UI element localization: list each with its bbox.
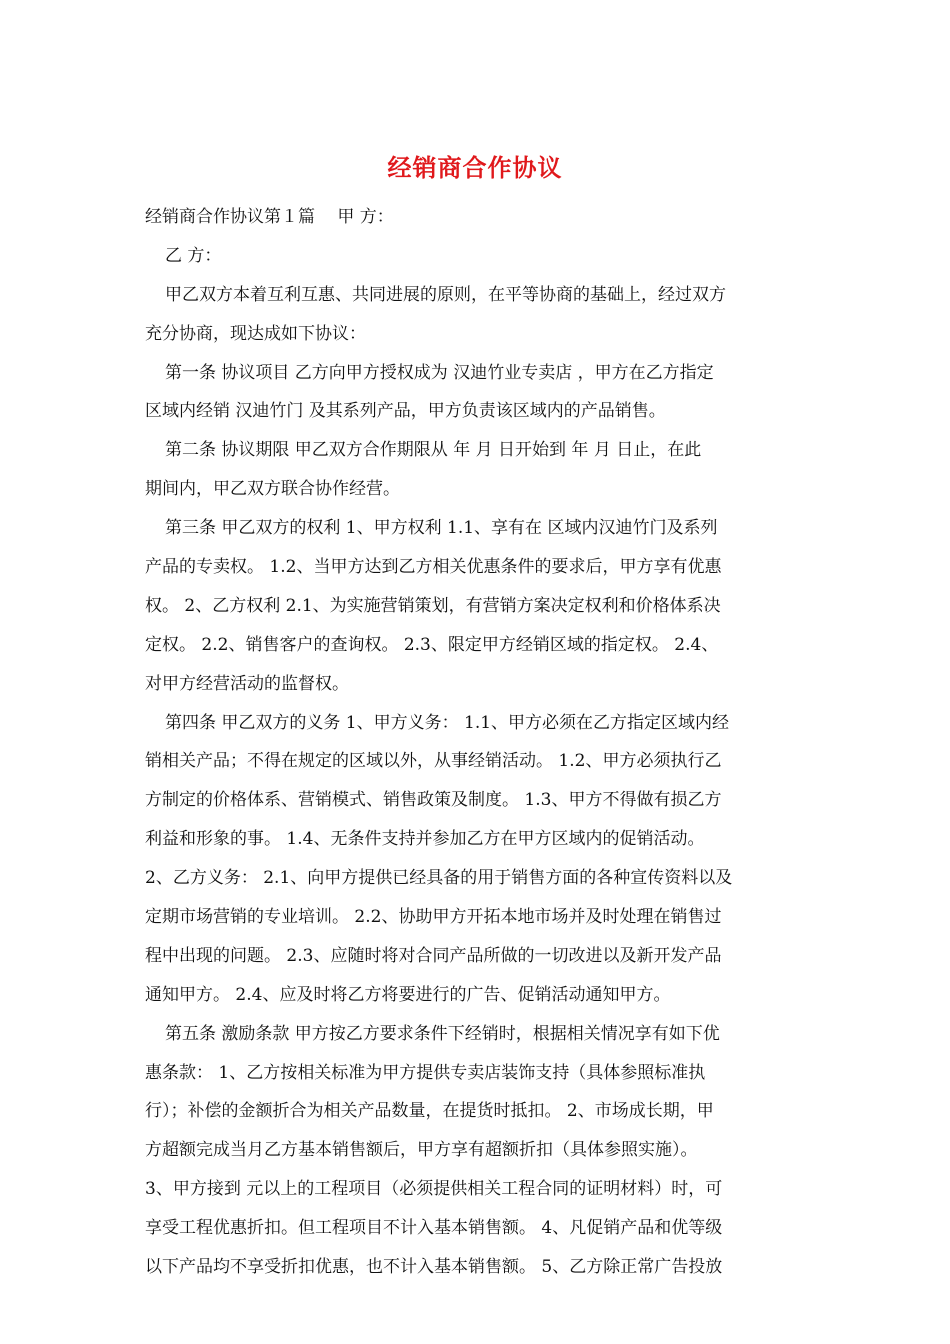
document-title: 经销商合作协议 bbox=[387, 153, 563, 182]
body-line: 销相关产品；不得在规定的区域以外，从事经销活动。 1.2、甲方必须执行乙 bbox=[145, 751, 722, 772]
body-line: 方超额完成当月乙方基本销售额后，甲方享有超额折扣（具体参照实施）。 bbox=[145, 1140, 698, 1161]
body-line: 通知甲方。 2.4、应及时将乙方将要进行的广告、促销活动通知甲方。 bbox=[145, 984, 671, 1005]
body-line: 区域内经销 汉迪竹门 及其系列产品，甲方负责该区域内的产品销售。 bbox=[145, 401, 666, 422]
body-line: 权。 2、乙方权利 2.1、为实施营销策划，有营销方案决定权利和价格体系决 bbox=[145, 595, 721, 616]
body-line: 充分协商，现达成如下协议： bbox=[145, 323, 366, 344]
body-line: 第一条 协议项目 乙方向甲方授权成为 汉迪竹业专卖店 ，甲方在乙方指定 bbox=[165, 362, 714, 383]
body-line: 方制定的价格体系、营销模式、销售政策及制度。 1.3、甲方不得做有损乙方 bbox=[145, 790, 722, 811]
body-line: 利益和形象的事。 1.4、无条件支持并参加乙方在甲方区域内的促销活动。 bbox=[145, 829, 705, 850]
body-line: 第三条 甲乙双方的权利 1、甲方权利 1.1、享有在 区域内汉迪竹门及系列 bbox=[165, 518, 718, 539]
body-line: 享受工程优惠折扣。但工程项目不计入基本销售额。 4、凡促销产品和优等级 bbox=[145, 1218, 723, 1239]
body-line: 甲乙双方本着互利互惠、共同进展的原则，在平等协商的基础上，经过双方 bbox=[165, 284, 726, 305]
document-body bbox=[145, 198, 810, 1287]
body-line: 2、乙方义务： 2.1、向甲方提供已经具备的用于销售方面的各种宣传资料以及 bbox=[145, 868, 733, 889]
body-line: 产品的专卖权。 1.2、当甲方达到乙方相关优惠条件的要求后，甲方享有优惠 bbox=[145, 557, 722, 578]
body-line: 乙 方： bbox=[165, 245, 222, 266]
body-line: 定期市场营销的专业培训。 2.2、协助甲方开拓本地市场并及时处理在销售过 bbox=[145, 907, 722, 928]
body-line: 对甲方经营活动的监督权。 bbox=[145, 673, 349, 694]
body-line: 第二条 协议期限 甲乙双方合作期限从 年 月 日开始到 年 月 日止，在此 bbox=[165, 440, 702, 461]
body-line: 第四条 甲乙双方的义务 1、甲方义务： 1.1、甲方必须在乙方指定区域内经 bbox=[165, 712, 730, 733]
body-line: 定权。 2.2、销售客户的查询权。 2.3、限定甲方经销区域的指定权。 2.4、 bbox=[145, 634, 719, 655]
body-line: 3、甲方接到 元以上的工程项目（必须提供相关工程合同的证明材料）时，可 bbox=[145, 1179, 723, 1200]
body-line: 以下产品均不享受折扣优惠，也不计入基本销售额。 5、乙方除正常广告投放 bbox=[145, 1257, 723, 1278]
body-line: 期间内，甲乙双方联合协作经营。 bbox=[145, 479, 400, 500]
body-line: 第五条 激励条款 甲方按乙方要求条件下经销时，根据相关情况享有如下优 bbox=[165, 1023, 720, 1044]
body-line: 经销商合作协议第１篇 甲 方： bbox=[145, 207, 394, 227]
body-line: 行）；补偿的金额折合为相关产品数量，在提货时抵扣。 2、市场成长期，甲 bbox=[145, 1101, 714, 1122]
body-line: 惠条款： 1、乙方按相关标准为甲方提供专卖店装饰支持（具体参照标准执 bbox=[145, 1062, 706, 1083]
body-line: 程中出现的问题。 2.3、应随时将对合同产品所做的一切改进以及新开发产品 bbox=[145, 945, 722, 966]
